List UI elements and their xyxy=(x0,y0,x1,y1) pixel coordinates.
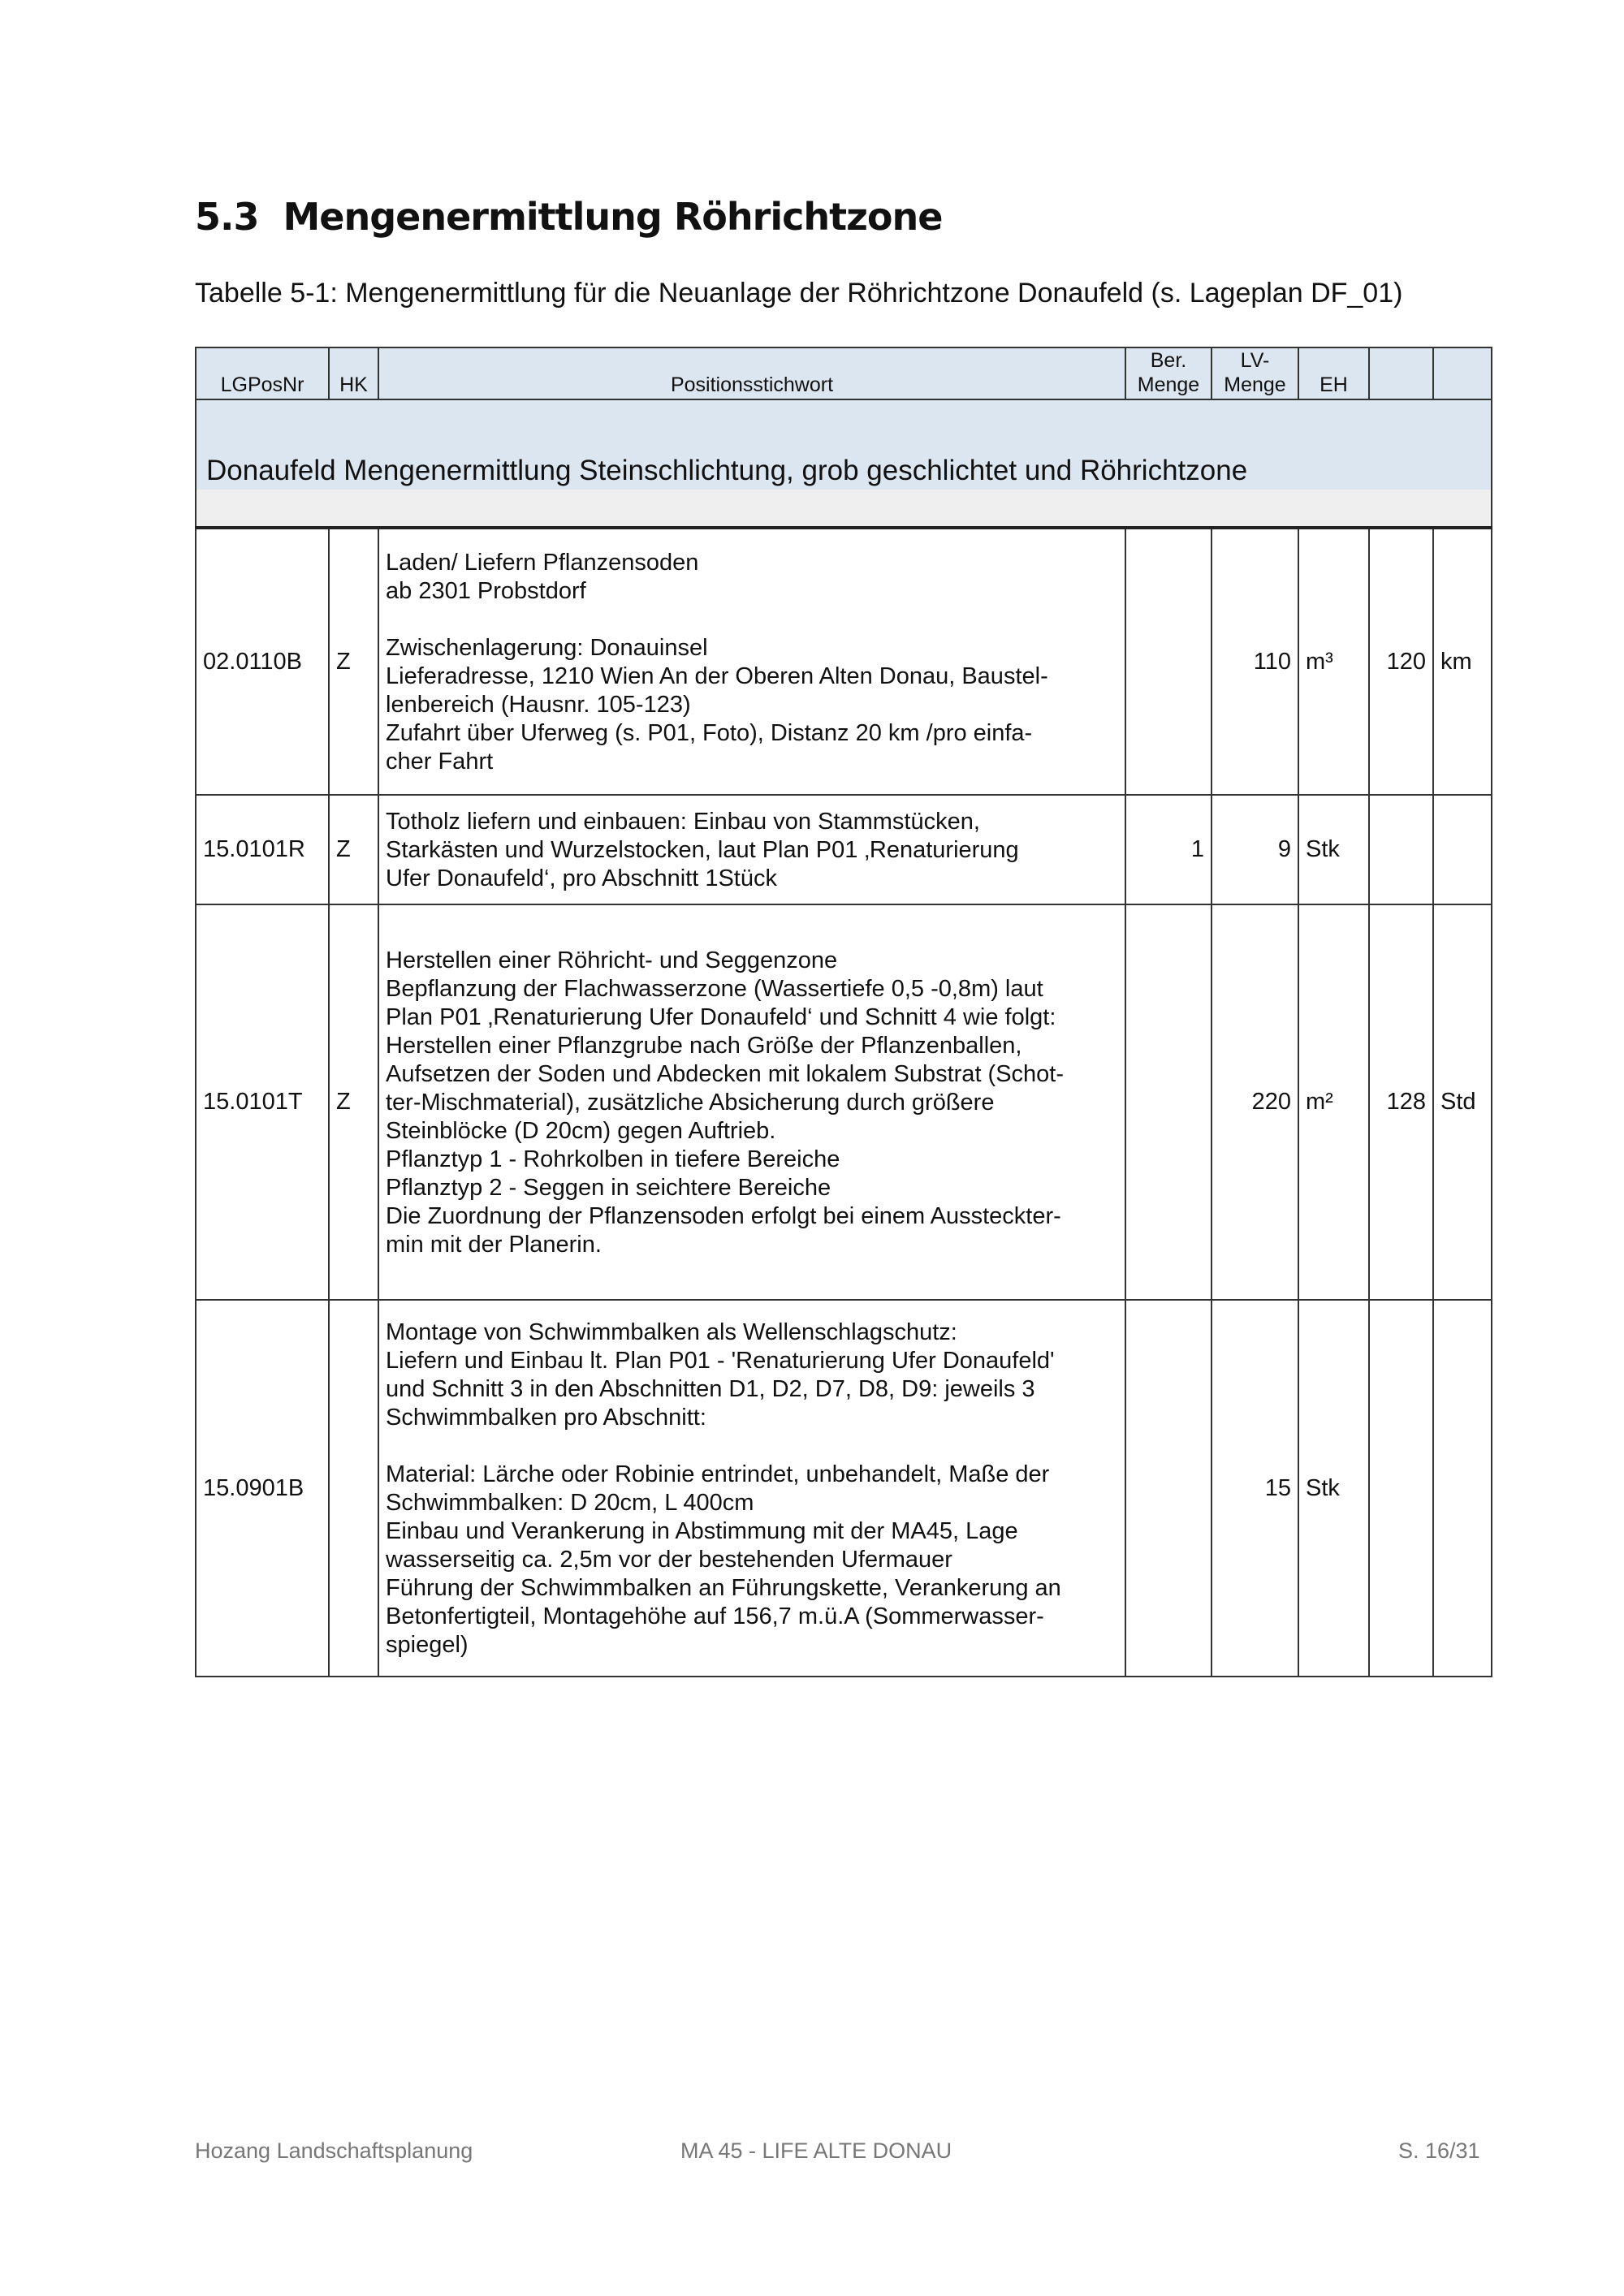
cell-extra-qty xyxy=(1369,795,1433,904)
header-hk: HK xyxy=(329,347,378,399)
cell-pos: 15.0101R xyxy=(196,795,329,904)
cell-desc: Herstellen einer Röhricht- und Seggenzone Bepflanzung der Flachwasserzone (Wassertiefe 0,5 -0,8m) laut Plan P01 ‚Renaturierung Ufer Donaufeld‘ und Schnitt 4 wie folgt: Herstellen einer Pflanzgrube nach Größe der Pflanzenballen, Aufsetzen der Soden und Abdecken mit lokalem Substrat (Schot- ter-Mischmaterial), zusätzliche Absicherung durch größere Steinblöcke (D 20cm) gegen Auftrieb. Pflanztyp 1 - Rohrkolben in tiefere Bereiche Pflanztyp 2 - Seggen in seichtere Bereiche Die Zuordnung der Pflanzensoden erfolgt bei einem Aussteckter- min mit der Planerin. xyxy=(378,904,1125,1300)
header-eh: EH xyxy=(1298,347,1369,399)
header-ber-line1: Ber. xyxy=(1150,349,1187,372)
table-row xyxy=(196,904,1492,1300)
section-spacer xyxy=(196,490,1492,528)
cell-pos: 15.0901B xyxy=(196,1300,329,1677)
table-row xyxy=(196,795,1492,904)
cell-hk xyxy=(329,1300,378,1677)
footer-left: Hozang Landschaftsplanung xyxy=(195,2138,473,2163)
header-extra-unit xyxy=(1433,347,1492,399)
cell-eh: m³ xyxy=(1298,528,1369,795)
cell-eh: Stk xyxy=(1298,1300,1369,1677)
header-extra-qty xyxy=(1369,347,1433,399)
cell-eh: m² xyxy=(1298,904,1369,1300)
cell-hk: Z xyxy=(329,795,378,904)
section-heading xyxy=(195,195,942,239)
cell-hk: Z xyxy=(329,528,378,795)
table-row xyxy=(196,528,1492,795)
cell-eh: Stk xyxy=(1298,795,1369,904)
section-row: Donaufeld Mengenermittlung Steinschlichtung, grob geschlichtet und Röhrichtzone xyxy=(196,399,1492,490)
cell-lv: 220 xyxy=(1212,904,1298,1300)
cell-extra-unit: km xyxy=(1433,528,1492,795)
table-row xyxy=(196,1300,1492,1677)
cell-pos: 15.0101T xyxy=(196,904,329,1300)
table-caption: Tabelle 5-1: Mengenermittlung für die Neuanlage der Röhrichtzone Donaufeld (s. Lageplan DF_01) xyxy=(195,278,1403,309)
cell-extra-unit xyxy=(1433,795,1492,904)
header-lv-line1: LV- xyxy=(1240,349,1270,372)
quantity-table xyxy=(195,347,1492,1677)
cell-ber xyxy=(1125,904,1212,1300)
cell-extra-qty xyxy=(1369,1300,1433,1677)
cell-extra-unit xyxy=(1433,1300,1492,1677)
header-lv-line2: Menge xyxy=(1224,373,1286,396)
cell-ber xyxy=(1125,528,1212,795)
footer-right: S. 16/31 xyxy=(1398,2138,1480,2163)
cell-lv: 9 xyxy=(1212,795,1298,904)
header-lv xyxy=(1212,347,1298,399)
header-ber-line2: Menge xyxy=(1137,373,1200,396)
cell-extra-qty: 128 xyxy=(1369,904,1433,1300)
cell-ber: 1 xyxy=(1125,795,1212,904)
cell-extra-qty: 120 xyxy=(1369,528,1433,795)
header-pos: LGPosNr xyxy=(196,347,329,399)
cell-desc: Totholz liefern und einbauen: Einbau von Stammstücken, Starkästen und Wurzelstocken, laut Plan P01 ‚Renaturierung Ufer Donaufeld‘, pro Abschnitt 1Stück xyxy=(378,795,1125,904)
header-desc: Positionsstichwort xyxy=(378,347,1125,399)
section-number: 5.3 xyxy=(195,195,259,239)
cell-pos: 02.0110B xyxy=(196,528,329,795)
header-ber xyxy=(1125,347,1212,399)
cell-desc: Montage von Schwimmbalken als Wellenschlagschutz: Liefern und Einbau lt. Plan P01 - 'Renaturierung Ufer Donaufeld' und Schnitt 3 in den Abschnitten D1, D2, D7, D8, D9: jeweils 3 Schwimmbalken pro Abschnitt: Material: Lärche oder Robinie entrindet, unbehandelt, Maße der Schwimmbalken: D 20cm, L 400cm Einbau und Verankerung in Abstimmung mit der MA45, Lage wasserseitig ca. 2,5m vor der bestehenden Ufermauer Führung der Schwimmbalken an Führungskette, Verankerung an Betonfertigteil, Montagehöhe auf 156,7 m.ü.A (Sommerwasser- spiegel) xyxy=(378,1300,1125,1677)
cell-hk: Z xyxy=(329,904,378,1300)
section-title: Mengenermittlung Röhrichtzone xyxy=(283,195,943,239)
cell-ber xyxy=(1125,1300,1212,1677)
cell-lv: 110 xyxy=(1212,528,1298,795)
footer-center: MA 45 - LIFE ALTE DONAU xyxy=(680,2138,952,2163)
cell-lv: 15 xyxy=(1212,1300,1298,1677)
cell-desc: Laden/ Liefern Pflanzensoden ab 2301 Probstdorf Zwischenlagerung: Donauinsel Lieferadresse, 1210 Wien An der Oberen Alten Donau, Baustel- lenbereich (Hausnr. 105-123) Zufahrt über Uferweg (s. P01, Foto), Distanz 20 km /pro einfa- cher Fahrt xyxy=(378,528,1125,795)
cell-extra-unit: Std xyxy=(1433,904,1492,1300)
